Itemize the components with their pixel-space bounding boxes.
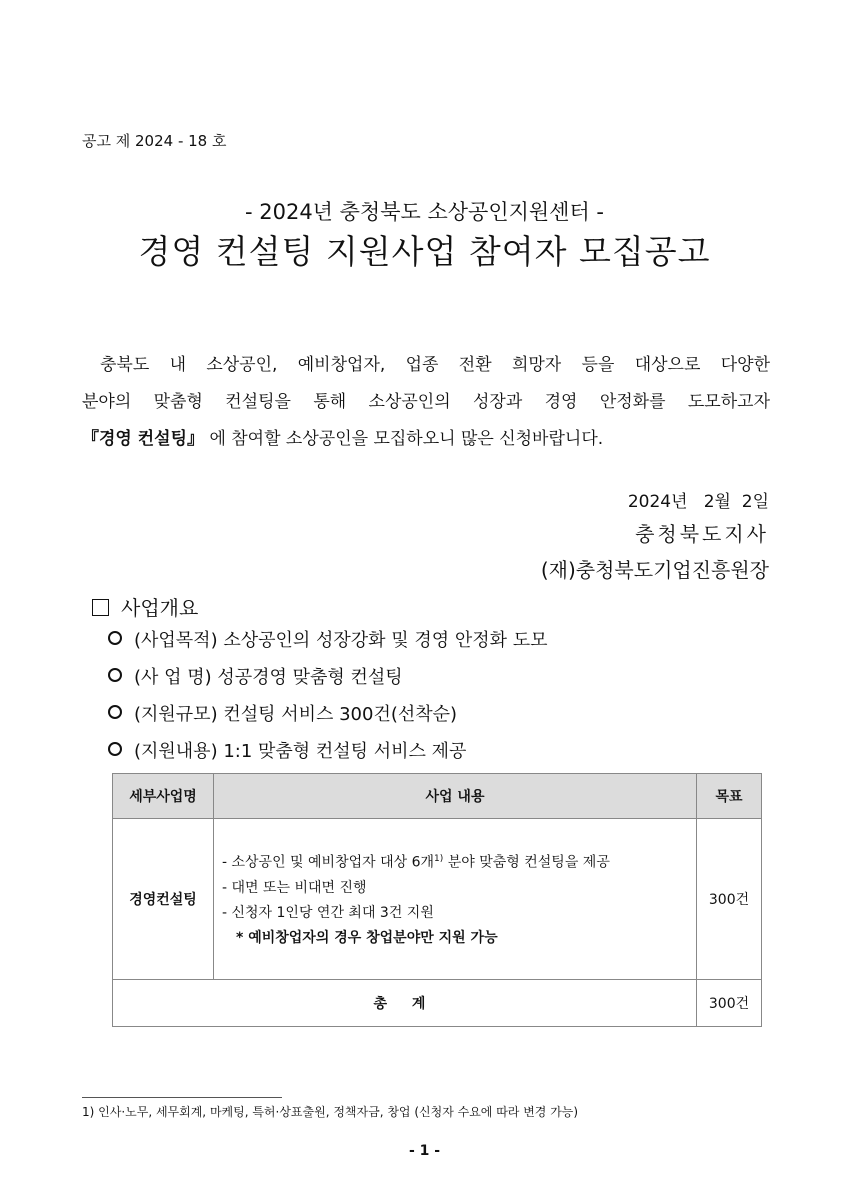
total-value: 300건 <box>697 980 762 1027</box>
table-total-row <box>113 980 762 1027</box>
overview-item <box>108 737 466 763</box>
circle-bullet-icon <box>108 705 122 719</box>
content-line-3: - 신청자 1인당 연간 최대 3건 지원 <box>222 904 434 921</box>
intro-line-3-text: 에 참여할 소상공인을 모집하오니 많은 신청바랍니다. <box>209 429 604 449</box>
overview-item-text: (사업목적) 소상공인의 성장강화 및 경영 안정화 도모 <box>134 630 548 651</box>
cell-target: 300건 <box>697 819 762 980</box>
circle-bullet-icon <box>108 631 122 645</box>
table-row <box>113 819 762 980</box>
checkbox-square-icon <box>92 599 109 616</box>
intro-line-1: 충북도 내 소상공인, 예비창업자, 업종 전환 희망자 등을 대상으로 다양한 <box>100 355 770 375</box>
content-line-1: - 소상공인 및 예비창업자 대상 6개$^{1)}$ 분야 맞춤형 컨설팅을 제공 <box>222 854 610 871</box>
header-program-content: 사업 내용 <box>214 774 697 819</box>
overview-item <box>108 663 403 689</box>
issuer-agency: (재)충청북도기업진흥원장 <box>540 558 769 582</box>
footnote-ref: 1) <box>434 854 444 865</box>
circle-bullet-icon <box>108 742 122 756</box>
circle-bullet-icon <box>108 668 122 682</box>
program-name-emphasis: 『경영 컨설팅』 <box>82 429 205 449</box>
header-target: 목표 <box>697 774 762 819</box>
header-program-name: 세부사업명 <box>113 774 214 819</box>
notice-number: 공고 제 2024 - 18 호 <box>82 132 227 150</box>
issuer-governor: 충청북도지사 <box>635 522 769 546</box>
content-note: * 예비창업자의 경우 창업분야만 지원 가능 <box>236 929 498 946</box>
footnote-divider <box>82 1097 282 1098</box>
overview-item-text: (지원내용) 1:1 맞춤형 컨설팅 서비스 제공 <box>134 741 467 762</box>
table-header-row <box>113 774 762 819</box>
document-title: 경영 컨설팅 지원사업 참여자 모집공고 <box>138 232 711 271</box>
overview-item <box>108 626 548 652</box>
cell-program-content <box>214 819 697 980</box>
program-detail-table <box>112 773 762 1027</box>
cell-program-name: 경영컨설팅 <box>113 819 214 980</box>
overview-item-text: (사 업 명) 성공경영 맞춤형 컨설팅 <box>134 667 403 688</box>
intro-line-2: 분야의 맞춤형 컨설팅을 통해 소상공인의 성장과 경영 안정화를 도모하고자 <box>82 392 770 412</box>
announcement-date: 2024년 2월 2일 <box>627 492 769 512</box>
overview-item <box>108 700 457 726</box>
overview-item-text: (지원규모) 컨설팅 서비스 300건(선착순) <box>134 704 458 725</box>
section-heading-text: 사업개요 <box>121 596 199 620</box>
page-number: - 1 - <box>408 1143 441 1159</box>
intro-line-3 <box>82 426 770 452</box>
section-heading <box>92 592 198 621</box>
document-subtitle: - 2024년 충청북도 소상공인지원센터 - <box>244 200 605 224</box>
total-label: 총 계 <box>113 980 697 1027</box>
content-line-2: - 대면 또는 비대면 진행 <box>222 879 367 896</box>
footnote: 1) 인사·노무, 세무회계, 마케팅, 특허·상표출원, 정책자금, 창업 (신청자 수요에 따라 변경 가능) <box>82 1105 579 1119</box>
